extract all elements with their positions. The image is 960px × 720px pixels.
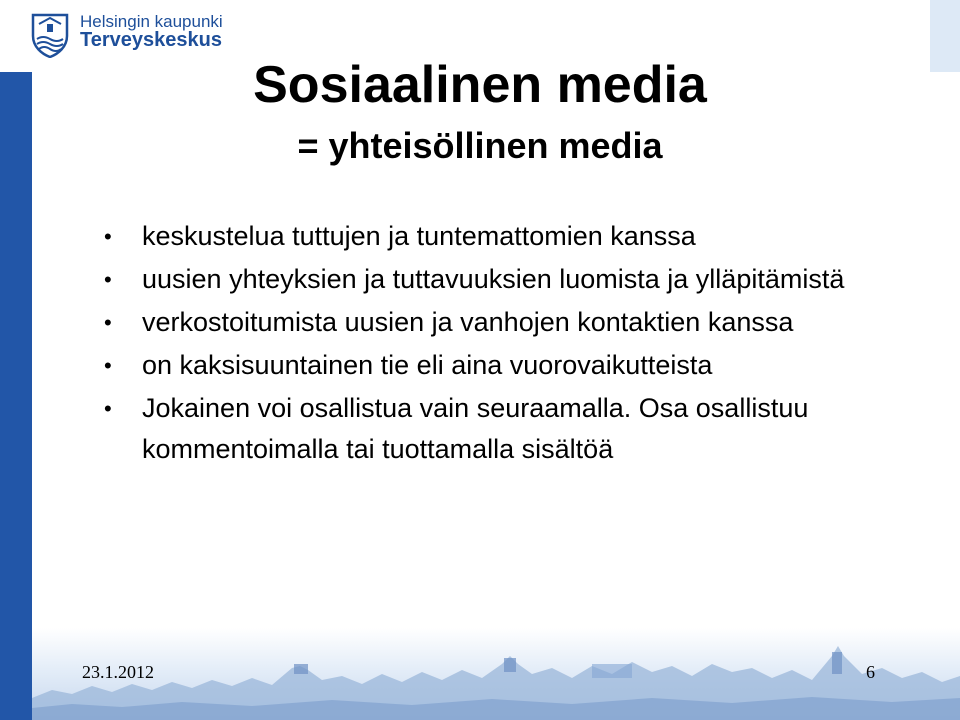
- bullet-item: [98, 302, 918, 343]
- bullet-text: verkostoitumista uusien ja vanhojen kontaktien kanssa: [142, 307, 794, 337]
- bullet-text: on kaksisuuntainen tie eli aina vuorovaikutteista: [142, 350, 713, 380]
- bullet-icon: •: [104, 267, 112, 292]
- bullet-icon: •: [104, 396, 112, 421]
- bullet-text: uusien yhteyksien ja tuttavuuksien luomista ja ylläpitämistä: [142, 264, 845, 294]
- bullet-icon: •: [104, 353, 112, 378]
- logo-city-name: Helsingin kaupunki: [80, 12, 223, 31]
- bullet-item: [98, 259, 918, 300]
- organization-logo: [30, 12, 230, 58]
- bullet-text: Jokainen voi osallistua vain seuraamalla. Osa osallistuu kommentoimalla tai tuottamalla sisältöä: [142, 393, 809, 464]
- city-skyline-image: [32, 628, 960, 720]
- left-accent-bar: [0, 72, 32, 720]
- bullet-item: [98, 388, 918, 470]
- bullet-icon: •: [104, 224, 112, 249]
- bullet-icon: •: [104, 310, 112, 335]
- bullet-list: [98, 216, 918, 472]
- bullet-item: [98, 216, 918, 257]
- helsinki-crest-icon: [30, 12, 70, 58]
- logo-department-name: Terveyskeskus: [80, 29, 222, 51]
- slide-subtitle: = yhteisöllinen media: [297, 125, 663, 166]
- bullet-item: [98, 345, 918, 386]
- footer-date: 23.1.2012: [82, 662, 154, 682]
- bullet-text: keskustelua tuttujen ja tuntemattomien kanssa: [142, 221, 696, 251]
- slide-title: Sosiaalinen media: [253, 56, 707, 114]
- footer-page-number: 6: [866, 662, 875, 682]
